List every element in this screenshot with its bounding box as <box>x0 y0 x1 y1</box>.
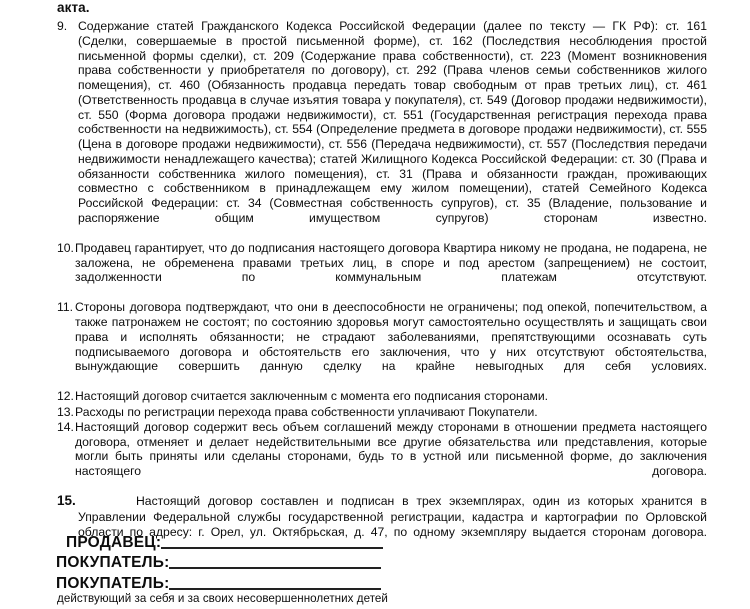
clause-text: Продавец гарантирует, что до подписания настоящего договора Квартира никому не продана, не подарена, не заложена, не обременена правами третьих лиц, в споре и под арестом (запрещением) не состоит, задолженности по коммунальным платежам отсутствуют. <box>75 240 707 285</box>
clause-number: 14. <box>57 419 74 434</box>
signature-row <box>0 552 750 573</box>
signature-line[interactable] <box>169 588 381 590</box>
footnote-text: действующий за себя и за своих несовершеннолетних детей <box>57 592 388 605</box>
signature-block <box>0 531 750 593</box>
clause-text: Стороны договора подтверждают, что они в дееспособности не ограничены; под опекой, попечительством, а также патронажем не состоят; по состоянию здоровья могут самостоятельно осуществлять и защищать свои права и исполнять обязанности; не страдают заболеваниями, препятствующими осознавать суть подписываемого договора и обстоятельств его заключения, что у них отсутствуют обстоятельства, вынуждающие совершить данную сделку на крайне невыгодных для себя условиях. <box>75 300 707 374</box>
signature-label-buyer: ПОКУПАТЕЛЬ: <box>56 574 170 592</box>
clause-item <box>57 241 707 300</box>
clause-item <box>57 389 707 404</box>
clause-text: Настоящий договор считается заключенным с момента его подписания сторонами. <box>75 389 549 404</box>
clause-text: Настоящий договор содержит весь объем соглашений между сторонами в отношении предмета настоящего договора, отменяет и делает недействительными все другие обязательства или представления, которые могли быть приняты или сделаны сторонами, будь то в устной или письменной форме, до заключения настоящего договора. <box>75 419 707 478</box>
clause-item <box>57 19 707 240</box>
clause-item <box>57 420 707 494</box>
signature-label-seller: ПРОДАВЕЦ: <box>66 533 162 551</box>
clause-item <box>57 405 707 420</box>
clause-number: 9. <box>57 19 68 33</box>
signature-row <box>0 572 750 593</box>
clause-number: 11. <box>57 300 74 315</box>
clause-number: 13. <box>57 404 74 419</box>
clause-text: Настоящий договор составлен и подписан в трех экземплярах, один из которых хранится в Управлении Федеральной службы государственной регистрации, кадастра и картографии по Орловской области по адресу: г. Орел, ул. Октябрьская, д. 47, по одному экземпляру выдается сторонам договора. <box>78 494 707 540</box>
clause-number: 10. <box>57 240 74 255</box>
clause-list <box>57 19 707 556</box>
clause-text: Расходы по регистрации перехода права собственности уплачивают Покупатели. <box>75 404 538 419</box>
signature-row <box>0 531 750 552</box>
signature-line[interactable] <box>161 547 383 549</box>
continuation-header: акта. <box>57 0 90 15</box>
signature-label-buyer: ПОКУПАТЕЛЬ: <box>56 554 170 571</box>
signature-line[interactable] <box>169 567 381 569</box>
clause-item <box>57 300 707 389</box>
clause-text: Содержание статей Гражданского Кодекса Российской Федерации (далее по тексту — ГК РФ): ст. 161 (Сделки, совершаемые в простой письменной форме), ст. 162 (Последствия несоблюдения простой письменной формы сделки), ст. 209 (Содержание права собственности), ст. 223 (Момент возникновения права собственности у приобретателя по договору), ст. 292 (Права членов семьи собственников жилого помещения), ст. 460 (Обязанность продавца передать товар свободным от прав третьих лиц), ст. 461 (Ответственность продавца в случае изъятия товара у покупателя), ст. 549 (Договор продажи недвижимости), ст. 550 (Форма договора продажи недвижимости), ст. 551 (Государственная регистрация перехода права собственности на недвижимость), ст. 554 (Определение предмета в договоре продажи недвижимости), ст. 555 (Цена в договоре продажи недвижимости), ст. 556 (Передача недвижимости), ст. 557 (Последствия передачи недвижимости ненадлежащего качества); статей Жилищного Кодекса Российской Федерации: ст. 30 (Права и обязанности собственника жилого помещения), ст. 31 (Права и обязанности граждан, проживающих совместно с собственником в принадлежащем ему жилом помещении), статей Семейного Кодекса Российской Федерации: ст. 34 (Совместная собственность супругов), ст. 35 (Владение, пользование и распоряжение общим имуществом супругов) сторонам известно. <box>78 19 707 225</box>
clause-number: 15. <box>57 493 76 508</box>
clause-number: 12. <box>57 389 74 404</box>
